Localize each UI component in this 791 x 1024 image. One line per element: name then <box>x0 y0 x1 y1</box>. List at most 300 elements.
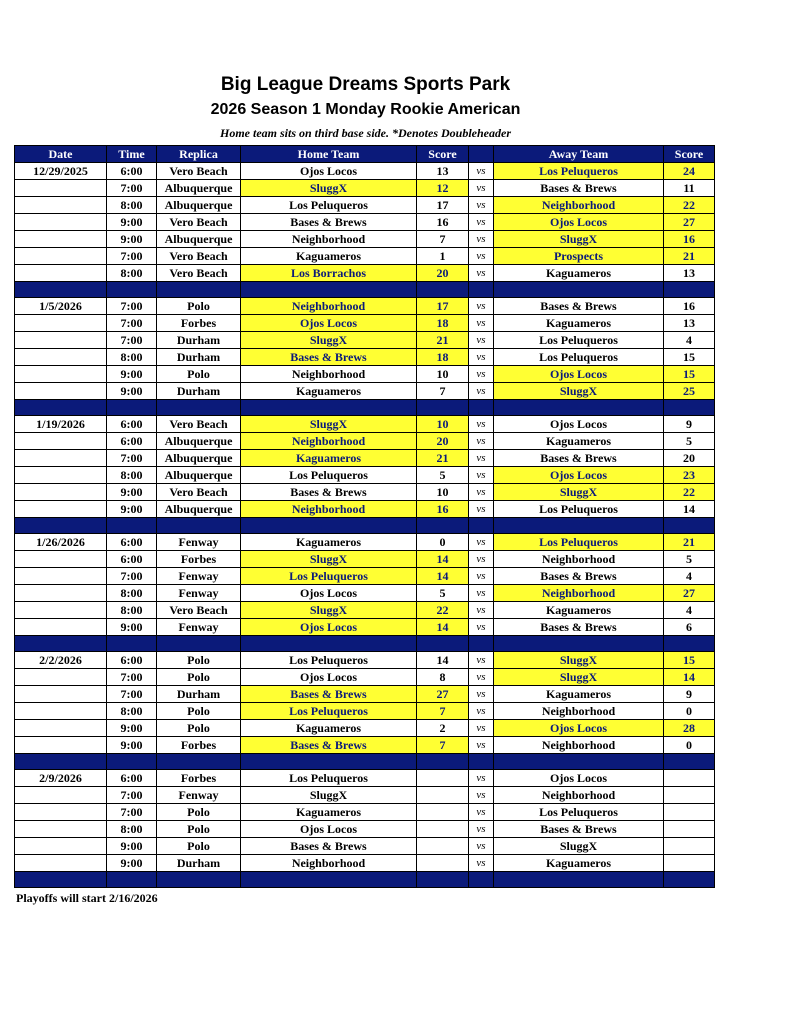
away-score <box>664 770 715 787</box>
away-team: Neighborhood <box>494 787 664 804</box>
game-replica: Polo <box>157 720 241 737</box>
home-score: 1 <box>417 248 469 265</box>
week-separator-row <box>15 754 715 770</box>
away-score: 11 <box>664 180 715 197</box>
vs-label: vs <box>469 619 494 636</box>
home-team: SluggX <box>241 787 417 804</box>
away-score: 22 <box>664 197 715 214</box>
away-team: SluggX <box>494 838 664 855</box>
table-row <box>15 450 715 467</box>
game-time: 7:00 <box>107 248 157 265</box>
away-team: Bases & Brews <box>494 180 664 197</box>
separator-cell <box>417 872 469 888</box>
table-row <box>15 821 715 838</box>
game-time: 9:00 <box>107 838 157 855</box>
home-team: Ojos Locos <box>241 821 417 838</box>
table-row <box>15 231 715 248</box>
separator-cell <box>417 518 469 534</box>
vs-label: vs <box>469 720 494 737</box>
game-replica: Durham <box>157 855 241 872</box>
game-date <box>15 231 107 248</box>
away-team: Ojos Locos <box>494 366 664 383</box>
game-time: 8:00 <box>107 703 157 720</box>
home-score: 8 <box>417 669 469 686</box>
vs-label: vs <box>469 180 494 197</box>
home-team: Ojos Locos <box>241 619 417 636</box>
game-time: 9:00 <box>107 214 157 231</box>
schedule-table <box>14 145 715 888</box>
game-replica: Albuquerque <box>157 180 241 197</box>
home-score <box>417 787 469 804</box>
game-date: 2/2/2026 <box>15 652 107 669</box>
table-row <box>15 484 715 501</box>
away-team: SluggX <box>494 383 664 400</box>
game-date <box>15 838 107 855</box>
game-replica: Forbes <box>157 737 241 754</box>
table-row <box>15 585 715 602</box>
home-team: SluggX <box>241 602 417 619</box>
game-replica: Fenway <box>157 534 241 551</box>
separator-cell <box>241 872 417 888</box>
game-replica: Vero Beach <box>157 484 241 501</box>
away-score: 21 <box>664 534 715 551</box>
home-team: Neighborhood <box>241 366 417 383</box>
page-title: Big League Dreams Sports Park <box>220 74 511 95</box>
game-date: 1/5/2026 <box>15 298 107 315</box>
away-team: Ojos Locos <box>494 467 664 484</box>
vs-label: vs <box>469 484 494 501</box>
game-replica: Albuquerque <box>157 231 241 248</box>
home-team: Los Borrachos <box>241 265 417 282</box>
game-time: 6:00 <box>107 652 157 669</box>
table-row <box>15 619 715 636</box>
home-team: Los Peluqueros <box>241 703 417 720</box>
away-team: Neighborhood <box>494 551 664 568</box>
away-score: 9 <box>664 686 715 703</box>
game-replica: Polo <box>157 652 241 669</box>
game-time: 7:00 <box>107 298 157 315</box>
away-team: Bases & Brews <box>494 298 664 315</box>
game-replica: Forbes <box>157 770 241 787</box>
home-team: Los Peluqueros <box>241 467 417 484</box>
separator-cell <box>15 872 107 888</box>
col-header-time: Time <box>107 146 157 163</box>
game-replica: Vero Beach <box>157 163 241 180</box>
home-score <box>417 770 469 787</box>
away-team: Los Peluqueros <box>494 501 664 518</box>
vs-label: vs <box>469 686 494 703</box>
away-score: 22 <box>664 484 715 501</box>
col-header-date: Date <box>15 146 107 163</box>
table-header-row <box>15 146 715 163</box>
vs-label: vs <box>469 349 494 366</box>
table-row <box>15 180 715 197</box>
separator-cell <box>107 400 157 416</box>
game-date <box>15 197 107 214</box>
vs-label: vs <box>469 332 494 349</box>
page-note: Home team sits on third base side. *Denotes Doubleheader <box>220 126 511 140</box>
game-replica: Polo <box>157 366 241 383</box>
separator-cell <box>469 636 494 652</box>
game-replica: Fenway <box>157 787 241 804</box>
game-time: 9:00 <box>107 619 157 636</box>
separator-cell <box>157 754 241 770</box>
home-score: 18 <box>417 349 469 366</box>
home-score: 21 <box>417 450 469 467</box>
home-team: Neighborhood <box>241 855 417 872</box>
separator-cell <box>107 282 157 298</box>
game-date <box>15 467 107 484</box>
separator-cell <box>417 754 469 770</box>
home-team: Bases & Brews <box>241 349 417 366</box>
separator-cell <box>107 872 157 888</box>
game-replica: Albuquerque <box>157 501 241 518</box>
home-team: Ojos Locos <box>241 315 417 332</box>
away-score: 16 <box>664 298 715 315</box>
separator-cell <box>15 754 107 770</box>
home-score: 7 <box>417 383 469 400</box>
home-score: 27 <box>417 686 469 703</box>
away-score: 20 <box>664 450 715 467</box>
home-score: 7 <box>417 231 469 248</box>
game-replica: Polo <box>157 838 241 855</box>
game-date <box>15 619 107 636</box>
away-score: 27 <box>664 585 715 602</box>
table-row <box>15 568 715 585</box>
table-row <box>15 501 715 518</box>
home-score: 7 <box>417 703 469 720</box>
away-team: Bases & Brews <box>494 568 664 585</box>
game-time: 8:00 <box>107 585 157 602</box>
table-row <box>15 720 715 737</box>
game-time: 7:00 <box>107 180 157 197</box>
home-score: 10 <box>417 484 469 501</box>
vs-label: vs <box>469 467 494 484</box>
game-date <box>15 568 107 585</box>
vs-label: vs <box>469 737 494 754</box>
away-team: Kaguameros <box>494 315 664 332</box>
game-date <box>15 315 107 332</box>
away-score: 0 <box>664 703 715 720</box>
away-team: Los Peluqueros <box>494 332 664 349</box>
separator-cell <box>241 518 417 534</box>
game-date <box>15 669 107 686</box>
separator-cell <box>417 282 469 298</box>
away-team: Kaguameros <box>494 686 664 703</box>
home-score <box>417 855 469 872</box>
away-team: Kaguameros <box>494 265 664 282</box>
table-row <box>15 534 715 551</box>
separator-cell <box>107 518 157 534</box>
game-replica: Fenway <box>157 619 241 636</box>
home-score: 17 <box>417 298 469 315</box>
game-replica: Durham <box>157 349 241 366</box>
away-score: 24 <box>664 163 715 180</box>
game-replica: Polo <box>157 821 241 838</box>
separator-cell <box>157 282 241 298</box>
home-team: Neighborhood <box>241 433 417 450</box>
game-replica: Durham <box>157 332 241 349</box>
game-replica: Fenway <box>157 568 241 585</box>
game-replica: Albuquerque <box>157 433 241 450</box>
away-score: 15 <box>664 652 715 669</box>
vs-label: vs <box>469 416 494 433</box>
game-date: 1/26/2026 <box>15 534 107 551</box>
away-score <box>664 855 715 872</box>
game-time: 7:00 <box>107 686 157 703</box>
separator-cell <box>417 636 469 652</box>
game-date <box>15 804 107 821</box>
vs-label: vs <box>469 703 494 720</box>
week-separator-row <box>15 282 715 298</box>
away-team: Los Peluqueros <box>494 163 664 180</box>
game-date <box>15 602 107 619</box>
separator-cell <box>469 518 494 534</box>
separator-cell <box>469 754 494 770</box>
home-score: 22 <box>417 602 469 619</box>
game-replica: Albuquerque <box>157 197 241 214</box>
table-row <box>15 737 715 754</box>
vs-label: vs <box>469 838 494 855</box>
vs-label: vs <box>469 298 494 315</box>
separator-cell <box>494 636 664 652</box>
home-score: 14 <box>417 551 469 568</box>
page-subtitle: 2026 Season 1 Monday Rookie American <box>210 101 521 118</box>
home-score: 2 <box>417 720 469 737</box>
home-score: 0 <box>417 534 469 551</box>
separator-cell <box>664 518 715 534</box>
home-team: Bases & Brews <box>241 838 417 855</box>
away-team: SluggX <box>494 652 664 669</box>
game-replica: Polo <box>157 298 241 315</box>
home-team: Bases & Brews <box>241 484 417 501</box>
game-time: 6:00 <box>107 534 157 551</box>
col-header-vs <box>469 146 494 163</box>
game-time: 9:00 <box>107 383 157 400</box>
table-row <box>15 652 715 669</box>
game-replica: Vero Beach <box>157 248 241 265</box>
game-date <box>15 686 107 703</box>
vs-label: vs <box>469 315 494 332</box>
away-score <box>664 804 715 821</box>
schedule-body <box>15 163 715 888</box>
separator-cell <box>664 872 715 888</box>
away-team: Bases & Brews <box>494 450 664 467</box>
game-time: 8:00 <box>107 467 157 484</box>
game-replica: Albuquerque <box>157 467 241 484</box>
away-team: Kaguameros <box>494 855 664 872</box>
game-replica: Albuquerque <box>157 450 241 467</box>
game-time: 6:00 <box>107 551 157 568</box>
separator-cell <box>107 754 157 770</box>
game-time: 8:00 <box>107 197 157 214</box>
home-score <box>417 821 469 838</box>
game-time: 9:00 <box>107 737 157 754</box>
home-score: 5 <box>417 467 469 484</box>
home-team: Ojos Locos <box>241 669 417 686</box>
away-team: SluggX <box>494 231 664 248</box>
col-header-home-score: Score <box>417 146 469 163</box>
game-date <box>15 703 107 720</box>
game-date: 2/9/2026 <box>15 770 107 787</box>
week-separator-row <box>15 872 715 888</box>
vs-label: vs <box>469 231 494 248</box>
home-score: 14 <box>417 652 469 669</box>
table-row <box>15 349 715 366</box>
separator-cell <box>15 282 107 298</box>
home-score <box>417 804 469 821</box>
table-row <box>15 804 715 821</box>
away-score: 14 <box>664 501 715 518</box>
home-score: 14 <box>417 619 469 636</box>
home-team: SluggX <box>241 332 417 349</box>
home-score <box>417 838 469 855</box>
home-team: SluggX <box>241 551 417 568</box>
table-row <box>15 602 715 619</box>
game-date <box>15 248 107 265</box>
separator-cell <box>417 400 469 416</box>
game-time: 7:00 <box>107 787 157 804</box>
game-time: 8:00 <box>107 602 157 619</box>
game-date <box>15 366 107 383</box>
game-time: 6:00 <box>107 416 157 433</box>
vs-label: vs <box>469 163 494 180</box>
vs-label: vs <box>469 248 494 265</box>
game-date <box>15 214 107 231</box>
away-score: 25 <box>664 383 715 400</box>
game-time: 7:00 <box>107 568 157 585</box>
week-separator-row <box>15 518 715 534</box>
vs-label: vs <box>469 602 494 619</box>
away-score: 6 <box>664 619 715 636</box>
away-score: 15 <box>664 349 715 366</box>
home-team: Bases & Brews <box>241 686 417 703</box>
separator-cell <box>494 282 664 298</box>
game-replica: Forbes <box>157 315 241 332</box>
away-score: 5 <box>664 551 715 568</box>
vs-label: vs <box>469 652 494 669</box>
table-row <box>15 686 715 703</box>
away-team: Ojos Locos <box>494 214 664 231</box>
game-time: 9:00 <box>107 855 157 872</box>
separator-cell <box>15 518 107 534</box>
home-score: 21 <box>417 332 469 349</box>
table-row <box>15 298 715 315</box>
vs-label: vs <box>469 197 494 214</box>
home-team: Kaguameros <box>241 383 417 400</box>
away-team: Ojos Locos <box>494 720 664 737</box>
game-date <box>15 383 107 400</box>
game-replica: Polo <box>157 804 241 821</box>
table-row <box>15 416 715 433</box>
table-row <box>15 467 715 484</box>
separator-cell <box>664 636 715 652</box>
vs-label: vs <box>469 214 494 231</box>
table-row <box>15 214 715 231</box>
away-team: Neighborhood <box>494 737 664 754</box>
away-team: Los Peluqueros <box>494 349 664 366</box>
away-score: 0 <box>664 737 715 754</box>
separator-cell <box>241 282 417 298</box>
away-score: 23 <box>664 467 715 484</box>
footer-note: Playoffs will start 2/16/2026 <box>16 891 158 905</box>
away-score: 13 <box>664 315 715 332</box>
table-row <box>15 383 715 400</box>
game-time: 6:00 <box>107 433 157 450</box>
col-header-home-team: Home Team <box>241 146 417 163</box>
game-date <box>15 787 107 804</box>
table-row <box>15 669 715 686</box>
vs-label: vs <box>469 383 494 400</box>
vs-label: vs <box>469 366 494 383</box>
game-replica: Fenway <box>157 585 241 602</box>
home-team: Neighborhood <box>241 501 417 518</box>
separator-cell <box>157 872 241 888</box>
away-score: 21 <box>664 248 715 265</box>
vs-label: vs <box>469 551 494 568</box>
table-row <box>15 855 715 872</box>
home-team: Los Peluqueros <box>241 652 417 669</box>
home-team: Kaguameros <box>241 450 417 467</box>
separator-cell <box>241 754 417 770</box>
away-score: 13 <box>664 265 715 282</box>
game-date: 1/19/2026 <box>15 416 107 433</box>
vs-label: vs <box>469 855 494 872</box>
table-row <box>15 265 715 282</box>
home-score: 18 <box>417 315 469 332</box>
vs-label: vs <box>469 770 494 787</box>
col-header-replica: Replica <box>157 146 241 163</box>
game-date <box>15 720 107 737</box>
away-score: 4 <box>664 602 715 619</box>
game-replica: Forbes <box>157 551 241 568</box>
game-date <box>15 332 107 349</box>
away-team: Neighborhood <box>494 703 664 720</box>
home-team: Neighborhood <box>241 231 417 248</box>
game-replica: Durham <box>157 383 241 400</box>
vs-label: vs <box>469 787 494 804</box>
game-time: 7:00 <box>107 804 157 821</box>
game-date <box>15 433 107 450</box>
game-date <box>15 821 107 838</box>
game-time: 6:00 <box>107 770 157 787</box>
away-score: 28 <box>664 720 715 737</box>
home-score: 10 <box>417 366 469 383</box>
game-time: 9:00 <box>107 484 157 501</box>
table-row <box>15 315 715 332</box>
home-team: Bases & Brews <box>241 214 417 231</box>
separator-cell <box>494 400 664 416</box>
home-team: Ojos Locos <box>241 585 417 602</box>
game-date <box>15 501 107 518</box>
home-score: 16 <box>417 214 469 231</box>
game-replica: Polo <box>157 669 241 686</box>
game-time: 7:00 <box>107 669 157 686</box>
table-row <box>15 433 715 450</box>
game-date: 12/29/2025 <box>15 163 107 180</box>
table-row <box>15 838 715 855</box>
home-score: 20 <box>417 433 469 450</box>
table-row <box>15 770 715 787</box>
home-team: Ojos Locos <box>241 163 417 180</box>
table-row <box>15 332 715 349</box>
separator-cell <box>157 518 241 534</box>
vs-label: vs <box>469 534 494 551</box>
home-score: 16 <box>417 501 469 518</box>
away-team: SluggX <box>494 669 664 686</box>
table-row <box>15 787 715 804</box>
game-date <box>15 585 107 602</box>
